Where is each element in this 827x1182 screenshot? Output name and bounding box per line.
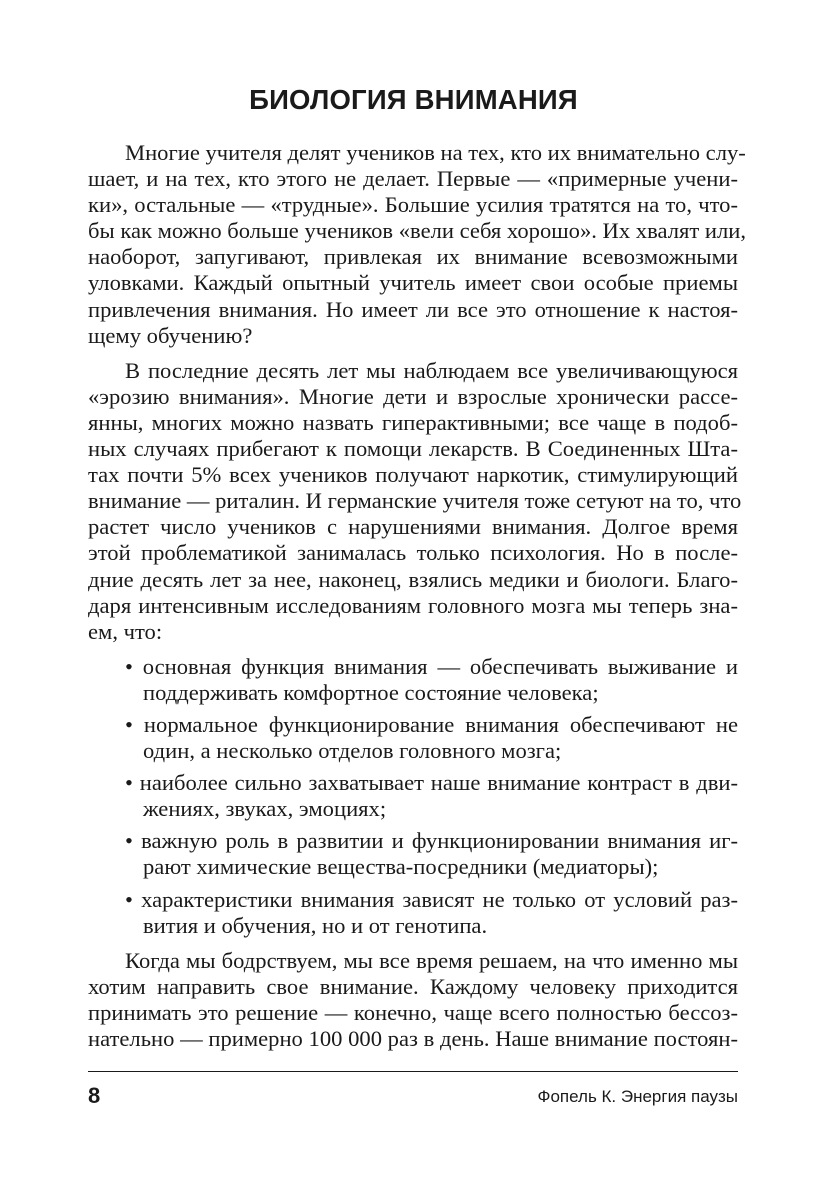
text-line: даря интенсивным исследованиям головного мозга мы теперь зна- bbox=[88, 592, 738, 618]
list-item-line: вития и обучения, но и от генотипа. bbox=[143, 912, 488, 938]
page-number: 8 bbox=[88, 1083, 101, 1108]
footer-divider bbox=[88, 1071, 738, 1072]
text-line: внимание — риталин. И германские учителя тоже сетуют на то, что bbox=[88, 488, 742, 514]
text-line: ем, что: bbox=[88, 618, 163, 644]
list-item-line: • характеристики внимания зависят не только от условий раз- bbox=[125, 886, 738, 912]
list-item bbox=[88, 770, 738, 822]
paragraph-3 bbox=[88, 948, 738, 1052]
text-line: наоборот, запугивают, привлекая их внимание всевозможными bbox=[88, 244, 738, 270]
paragraph-2 bbox=[88, 357, 742, 645]
paragraph-1 bbox=[88, 140, 746, 349]
text-line: ных случаях прибегают к помощи лекарств. В Соединенных Шта- bbox=[88, 436, 738, 462]
list-item-line: • важную роль в развитии и функционировании внимания иг- bbox=[125, 828, 738, 854]
list-item bbox=[88, 828, 738, 880]
list-item-line: жениях, звуках, эмоциях; bbox=[143, 796, 387, 822]
text-line: растет число учеников с нарушениями внимания. Долгое время bbox=[88, 514, 738, 540]
list-item bbox=[88, 654, 738, 706]
text-line: уловками. Каждый опытный учитель имеет свои особые приемы bbox=[88, 270, 738, 296]
list-item-line: поддерживать комфортное состояние человека; bbox=[143, 679, 599, 705]
text-line: В последние десять лет мы наблюдаем все увеличивающуюся bbox=[125, 357, 738, 383]
text-line: этой проблематикой занималась только психология. Но в после- bbox=[88, 540, 738, 566]
text-line: принимать это решение — конечно, чаще всего полностью бессоз- bbox=[88, 999, 738, 1025]
list-item-line: • наиболее сильно захватывает наше внимание контраст в дви- bbox=[125, 770, 738, 796]
list-item-line: • основная функция внимания — обеспечивать выживание и bbox=[125, 653, 738, 679]
list-item-line: рают химические вещества-посредники (медиаторы); bbox=[143, 854, 659, 880]
text-line: Когда мы бодрствуем, мы все время решаем, на что именно мы bbox=[125, 947, 738, 973]
running-footer-title: Фопель К. Энергия паузы bbox=[537, 1087, 738, 1106]
text-line: привлечения внимания. Но имеет ли все это отношение к настоя- bbox=[88, 296, 738, 322]
list-item bbox=[88, 712, 738, 764]
text-line: нательно — примерно 100 000 раз в день. Наше внимание постоян- bbox=[88, 1026, 738, 1051]
text-line: хотим направить свое внимание. Каждому человеку приходится bbox=[88, 973, 738, 999]
list-item-line: один, а несколько отделов головного мозга; bbox=[143, 738, 562, 764]
text-line: бы как можно больше учеников «вели себя хорошо». Их хвалят или, bbox=[88, 218, 746, 244]
text-line: «эрозию внимания». Многие дети и взрослые хронически рассе- bbox=[88, 383, 738, 409]
text-line: дние десять лет за нее, наконец, взялись медики и биологи. Благо- bbox=[88, 566, 738, 592]
text-line: ки», остальные — «трудные». Большие усилия тратятся на то, что- bbox=[88, 192, 738, 218]
bullet-list bbox=[88, 654, 738, 939]
text-line: тах почти 5% всех учеников получают наркотик, стимулирующий bbox=[88, 462, 738, 488]
text-line: щему обучению? bbox=[88, 322, 253, 348]
list-item-line: • нормальное функционирование внимания обеспечивают не bbox=[125, 711, 738, 737]
body-text bbox=[88, 140, 746, 1052]
text-line: шает, и на тех, кто этого не делает. Первые — «примерные учени- bbox=[88, 166, 738, 192]
text-line: янны, многих можно назвать гиперактивными; все чаще в подоб- bbox=[88, 409, 738, 435]
list-item bbox=[88, 887, 738, 939]
page-title: БИОЛОГИЯ ВНИМАНИЯ bbox=[249, 84, 578, 115]
text-line: Многие учителя делят учеников на тех, кто их внимательно слу- bbox=[125, 140, 746, 165]
